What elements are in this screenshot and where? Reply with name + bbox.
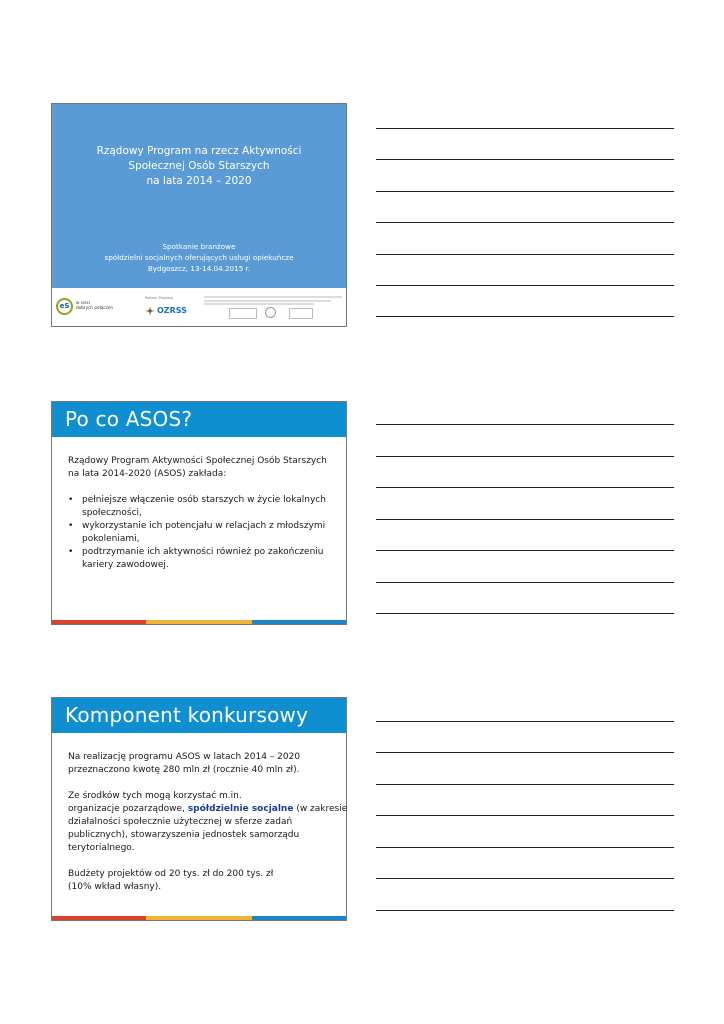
color-stripe <box>52 916 346 920</box>
intro-line: Rządowy Program Aktywności Społecznej Osób Starszych <box>68 456 327 466</box>
paragraph-line: Budżety projektów od 20 tys. zł do 200 tys. zł <box>68 869 274 879</box>
subtitle-line: Bydgoszcz, 13-14.04.2015 r. <box>147 264 251 273</box>
note-line <box>376 784 674 785</box>
ozrss-logo-icon <box>145 306 155 316</box>
slide-2-title: Po co ASOS? <box>65 407 193 431</box>
intro-line: na lata 2014-2020 (ASOS) zakłada: <box>68 469 227 479</box>
title-panel <box>52 104 346 288</box>
subtitle-line: spółdzielni socjalnych oferujących usługi opiekuńcze <box>104 253 294 262</box>
logo-strip <box>52 288 346 326</box>
note-line <box>376 487 674 488</box>
note-line <box>376 550 674 551</box>
fund-logo-icon <box>289 308 313 319</box>
es-logo-icon: eS <box>56 298 73 315</box>
note-line <box>376 316 674 317</box>
slide-2 <box>51 401 347 625</box>
note-line <box>376 424 674 425</box>
paragraph-line: przeznaczono kwotę 280 mln zł (rocznie 40 mln zł). <box>68 765 300 775</box>
es-logo-tagline: w sieci dobrych połączeń <box>76 300 114 310</box>
list-item: • pełniejsze włączenie osób starszych w życie lokalnych społeczności, <box>68 495 326 518</box>
note-line <box>376 254 674 255</box>
note-line <box>376 847 674 848</box>
highlight-spoldzielnie: spółdzielnie socjalne <box>187 804 294 814</box>
note-line <box>376 191 674 192</box>
note-line <box>376 519 674 520</box>
color-stripe <box>52 620 346 624</box>
slide-2-body <box>68 455 336 572</box>
goals-list <box>68 494 336 572</box>
paragraph-line: (10% wkład własny). <box>68 882 162 892</box>
slide-3-body <box>68 751 348 894</box>
list-item: • wykorzystanie ich potencjału w relacjach z młodszymi pokoleniami, <box>68 521 326 544</box>
note-line <box>376 285 674 286</box>
title-line: Społecznej Osób Starszych <box>128 160 270 172</box>
paragraph-line: Ze środków tych mogą korzystać m.in. <box>68 791 242 801</box>
slide-1-title <box>51 103 347 327</box>
slide-3 <box>51 697 347 921</box>
paragraph-line: publicznych), stowarzyszenia jednostek samorządu <box>68 830 300 840</box>
note-line <box>376 613 674 614</box>
paragraph-line: organizacje pozarządowe, spółdzielnie socjalne (w zakresie <box>68 804 348 814</box>
note-line <box>376 128 674 129</box>
slide-1-title-text <box>52 144 346 189</box>
funding-note-lines <box>204 296 342 305</box>
title-line: na lata 2014 – 2020 <box>146 175 252 187</box>
subtitle-line: Spotkanie branżowe <box>162 242 236 251</box>
paragraph-line: terytorialnego. <box>68 843 135 853</box>
note-line <box>376 582 674 583</box>
slide-3-header <box>52 698 346 733</box>
slide-3-title: Komponent konkursowy <box>65 703 309 727</box>
partner-caption: Partner Projektu <box>145 296 174 300</box>
note-line <box>376 752 674 753</box>
slide-2-header <box>52 402 346 437</box>
note-line <box>376 159 674 160</box>
note-line <box>376 910 674 911</box>
note-line <box>376 721 674 722</box>
paragraph-line: działalności społecznie użytecznej w sferze zadań <box>68 817 293 827</box>
eu-logo-icon <box>229 308 257 319</box>
note-line <box>376 815 674 816</box>
list-item: • podtrzymanie ich aktywności również po zakończeniu kariery zawodowej. <box>68 547 324 570</box>
slide-1-subtitle <box>52 241 346 274</box>
note-line <box>376 878 674 879</box>
paragraph-line: Na realizację programu ASOS w latach 2014 – 2020 <box>68 752 301 762</box>
note-line <box>376 222 674 223</box>
title-line: Rządowy Program na rzecz Aktywności <box>96 145 302 157</box>
program-logo-icon <box>265 307 276 318</box>
ozrss-logo-text: OZRSS <box>157 306 187 315</box>
note-line <box>376 456 674 457</box>
